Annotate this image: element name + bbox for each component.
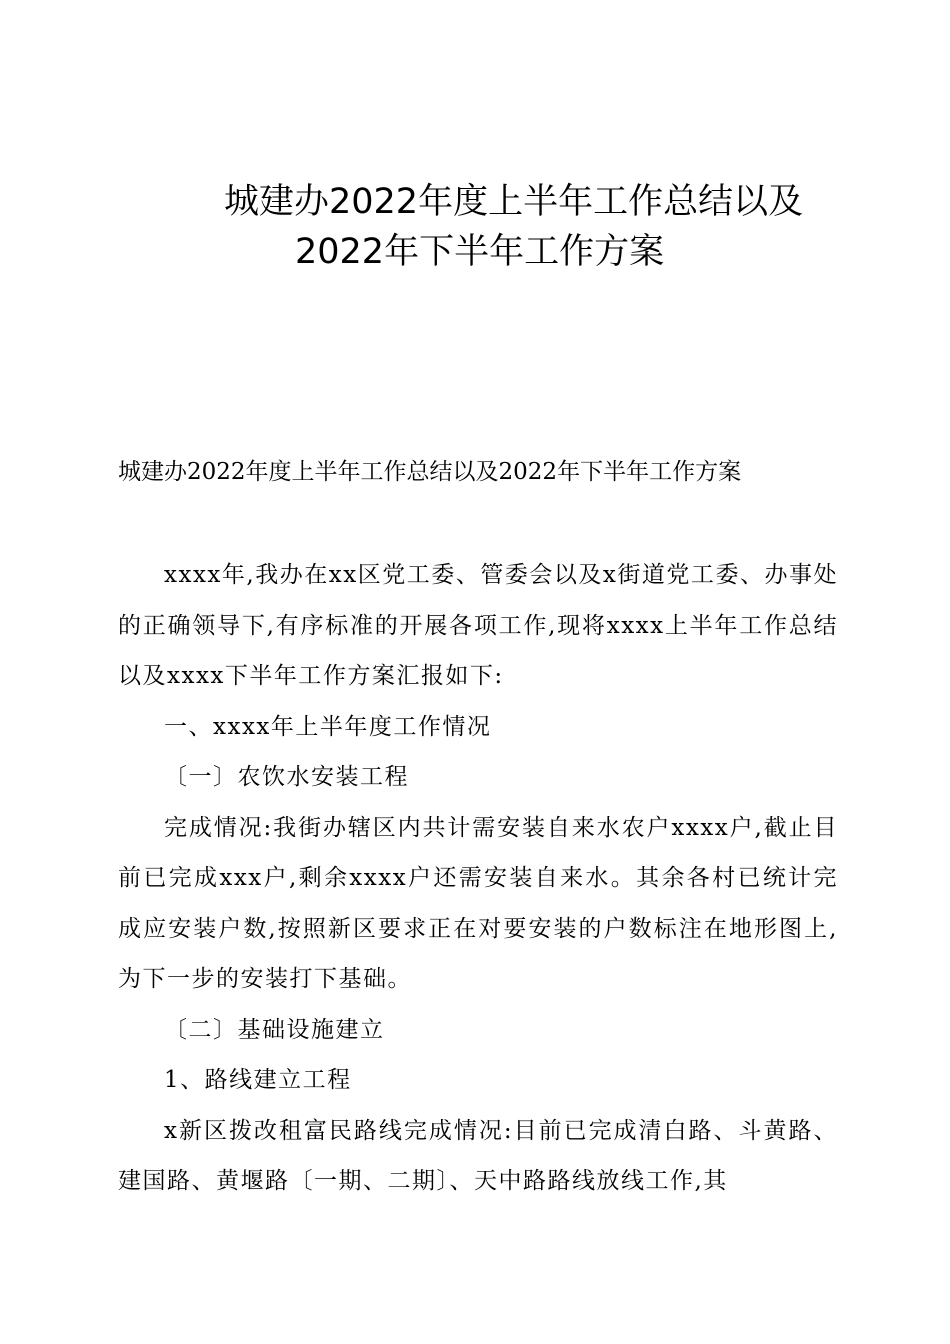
document-body bbox=[118, 550, 838, 1207]
intro-paragraph: xxxx年,我办在xx区党工委、管委会以及x街道党工委、办事处的正确领导下,有序标准的开展各项工作,现将xxxx上半年工作总结以及xxxx下半年工作方案汇报如下: bbox=[118, 562, 838, 689]
section-heading-1: 一、xxxx年上半年度工作情况 bbox=[164, 713, 492, 740]
document-title-line-1: 城建办2022年度上半年工作总结以及 bbox=[224, 182, 804, 222]
subsection-heading-infrastructure: 〔二〕基础设施建立 bbox=[164, 1016, 385, 1043]
subsection-heading-water: 〔一〕农饮水安装工程 bbox=[164, 764, 409, 790]
document-subtitle: 城建办2022年度上半年工作总结以及2022年下半年工作方案 bbox=[118, 459, 742, 485]
document-title-line-2: 2022年下半年工作方案 bbox=[295, 232, 665, 272]
water-project-paragraph: 完成情况:我街办辖区内共计需安装自来水农户xxxx户,截止目前已完成xxx户,剩余xxxx户还需安装自来水。其余各村已统计完成应安装户数,按照新区要求正在对要安装的户数标注在地形图上,为下一步的安装打下基础。 bbox=[118, 814, 838, 992]
road-project-paragraph: x新区拨改租富民路线完成情况:目前已完成清白路、斗黄路、建国路、黄堰路〔一期、二期〕、天中路路线放线工作,其 bbox=[118, 1117, 838, 1194]
item-heading-road: 1、路线建立工程 bbox=[164, 1067, 352, 1093]
